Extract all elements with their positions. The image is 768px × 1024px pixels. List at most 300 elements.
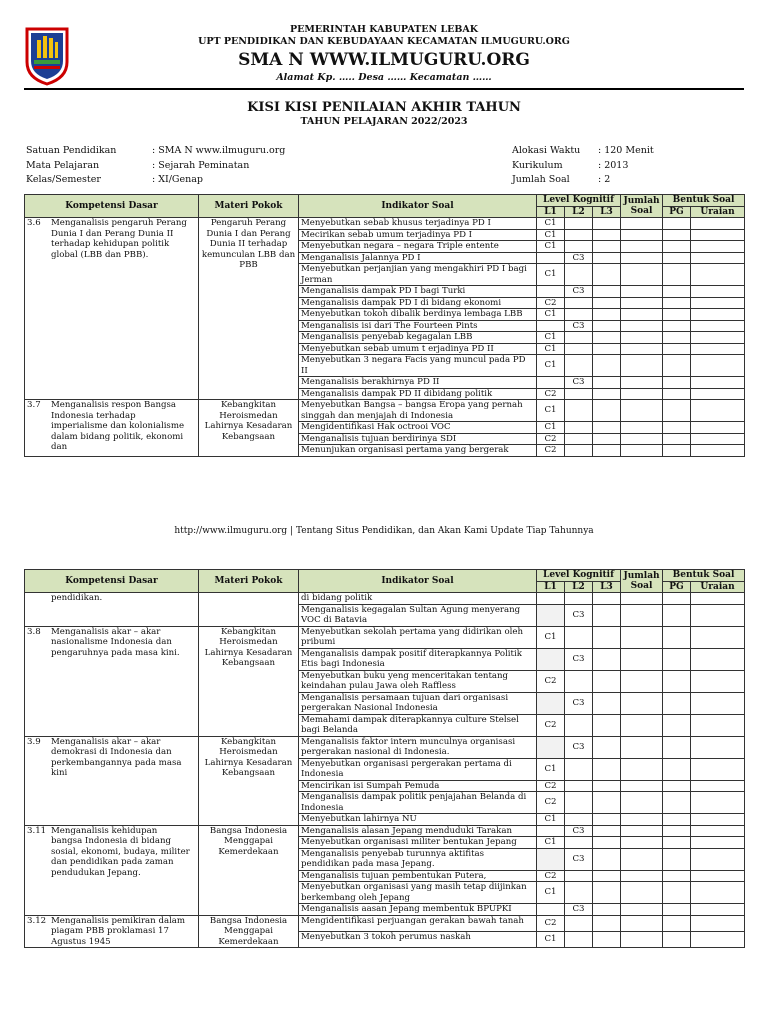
kd-text: pendidikan. [51,593,103,603]
level-l2-cell [565,670,593,692]
col-materi-pokok: Materi Pokok [199,195,299,218]
level-l1-cell: C1 [537,343,565,355]
meta-value: : 2 [598,174,611,185]
indikator-cell: di bidang politik [299,593,537,605]
table-row [25,736,745,758]
level-l2-cell: C3 [565,286,593,298]
uraian-cell [691,229,745,241]
level-l1-cell: C2 [537,433,565,445]
level-l3-cell [593,870,621,882]
level-l1-cell: C1 [537,332,565,344]
meta-label: Alokasi Waktu [512,145,581,156]
jumlah-soal-cell [621,792,663,814]
jumlah-soal-cell [621,848,663,870]
uraian-cell [691,593,745,605]
kd-number: 3.6 [27,218,41,228]
indikator-cell: Menyebutkan organisasi pergerakan pertama di Indonesia [299,758,537,780]
indikator-cell: Menganalisis isi dari The Fourteen Pints [299,320,537,332]
level-l3-cell [593,714,621,736]
level-l3-cell [593,388,621,400]
page-footer: http://www.ilmuguru.org | Tentang Situs Pendidikan, dan Akan Kami Update Tiap Tahunnya [174,526,594,536]
jumlah-soal-cell [621,670,663,692]
level-l3-cell [593,814,621,826]
indikator-cell: Menganalisis persamaan tujuan dari organisasi pergerakan Nasional Indonesia [299,692,537,714]
table-row [25,218,745,230]
uraian-cell [691,433,745,445]
level-l2-cell: C3 [565,736,593,758]
jumlah-soal-cell [621,229,663,241]
level-l2-cell [565,218,593,230]
jumlah-soal-cell [621,814,663,826]
indikator-cell: Menganalisis dampak positif diterapkannya Politik Etis bagi Indonesia [299,648,537,670]
jumlah-soal-cell [621,241,663,253]
level-l2-cell [565,332,593,344]
uraian-cell [691,388,745,400]
uraian-cell [691,870,745,882]
jumlah-soal-cell [621,692,663,714]
meta-label: Kelas/Semester [26,174,101,185]
indikator-cell: Menyebutkan sekolah pertama yang didirikan oleh pribumi [299,626,537,648]
level-l3-cell [593,904,621,916]
kd-text: Menganalisis pemikiran dalam piagam PBB proklamasi 17 Agustus 1945 [51,915,186,947]
uraian-cell [691,670,745,692]
pg-cell [663,400,691,422]
pg-cell [663,736,691,758]
col-pg: PG [663,206,691,218]
level-l2-cell: C3 [565,252,593,264]
jumlah-soal-cell [621,422,663,434]
indikator-cell: Menyebutkan organisasi militer bentukan Jepang [299,837,537,849]
kd-text: Menganalisis pengaruh Perang Dunia I dan Perang Dunia II terhadap kehidupan politik global (LBB dan PBB). [51,218,187,260]
kompetensi-dasar-cell [25,400,199,457]
jumlah-soal-cell [621,648,663,670]
uraian-cell [691,264,745,286]
level-l1-cell: C1 [537,758,565,780]
level-l2-cell [565,931,593,947]
uraian-cell [691,736,745,758]
header-row [25,195,745,207]
level-l1-cell [537,252,565,264]
uraian-cell [691,692,745,714]
meta-value: : XI/Genap [152,174,204,185]
col-uraian: Uraian [691,581,745,593]
uraian-cell [691,332,745,344]
level-l2-cell [565,814,593,826]
pg-cell [663,377,691,389]
materi-pokok-cell: Bangsa Indonesia Menggapai Kemerdekaan [199,915,299,948]
jumlah-soal-cell [621,825,663,837]
jumlah-soal-cell [621,332,663,344]
kd-text: Menganalisis kehidupan bangsa Indonesia di bidang sosial, ekonomi, budaya, militer dan pendidikan pada zaman pendudukan Jepang. [51,825,190,878]
level-l1-cell [537,604,565,626]
level-l2-cell: C3 [565,320,593,332]
indikator-cell: Menganalisis tujuan pembentukan Putera, [299,870,537,882]
table-row [25,626,745,648]
indikator-cell: Menganalisis kegagalan Sultan Agung menyerang VOC di Batavia [299,604,537,626]
jumlah-soal-cell [621,433,663,445]
meta-row [26,145,285,158]
meta-value: : SMA N www.ilmuguru.org [152,145,286,156]
level-l2-cell: C3 [565,377,593,389]
level-l1-cell [537,593,565,605]
uraian-cell [691,422,745,434]
indikator-cell: Menganalisis penyebab turunnya aktifitas pendidikan pada masa Jepang. [299,848,537,870]
header-line2: UPT PENDIDIKAN DAN KEBUDAYAAN KECAMATAN ILMUGURU.ORG [198,36,570,47]
indikator-cell: Menganalisis dampak PD I di bidang ekonomi [299,297,537,309]
jumlah-soal-cell [621,400,663,422]
meta-label: Mata Pelajaran [26,159,100,171]
level-l3-cell [593,780,621,792]
meta-row [26,174,285,187]
level-l1-cell: C2 [537,870,565,882]
pg-cell [663,792,691,814]
jumlah-soal-cell [621,388,663,400]
level-l2-cell [565,445,593,457]
indikator-cell: Mengidentifikasi Hak octrooi VOC [299,422,537,434]
level-l1-cell: C2 [537,388,565,400]
jumlah-soal-cell [621,264,663,286]
jumlah-soal-cell [621,736,663,758]
jumlah-soal-cell [621,626,663,648]
indikator-cell: Menyebutkan perjanjian yang mengakhiri PD I bagi Jerman [299,264,537,286]
pg-cell [663,320,691,332]
pg-cell [663,309,691,321]
meta-left [24,143,287,189]
level-l1-cell [537,286,565,298]
pg-cell [663,670,691,692]
indikator-cell: Menunjukan organisasi pertama yang bergerak [299,445,537,457]
level-l1-cell: C2 [537,297,565,309]
kisi-table-page2 [24,569,745,948]
level-l2-cell: C3 [565,848,593,870]
pg-cell [663,626,691,648]
level-l1-cell: C1 [537,241,565,253]
level-l1-cell: C2 [537,714,565,736]
level-l3-cell [593,593,621,605]
level-l3-cell [593,848,621,870]
uraian-cell [691,915,745,931]
uraian-cell [691,320,745,332]
kompetensi-dasar-cell [25,626,199,736]
jumlah-soal-cell [621,915,663,931]
indikator-cell: Menyebutkan 3 tokoh perumus naskah [299,931,537,947]
level-l1-cell: C1 [537,837,565,849]
level-l3-cell [593,355,621,377]
level-l2-cell [565,422,593,434]
col-uraian: Uraian [691,206,745,218]
level-l1-cell: C2 [537,792,565,814]
materi-pokok-cell: Kebangkitan Heroismedan Lahirnya Kesadaran Kebangsaan [199,736,299,825]
level-l1-cell [537,736,565,758]
level-l1-cell: C1 [537,218,565,230]
uraian-cell [691,377,745,389]
level-l2-cell [565,915,593,931]
pg-cell [663,422,691,434]
indikator-cell: Menganalisis dampak PD II dibidang politik [299,388,537,400]
level-l3-cell [593,377,621,389]
level-l2-cell [565,264,593,286]
indikator-cell: Menyebutkan buku yeng menceritakan tentang keindahan pulau Jawa oleh Raffless [299,670,537,692]
level-l1-cell: C1 [537,229,565,241]
uraian-cell [691,758,745,780]
level-l1-cell: C1 [537,264,565,286]
level-l1-cell: C2 [537,915,565,931]
level-l3-cell [593,758,621,780]
level-l1-cell [537,848,565,870]
kd-number: 3.9 [27,736,41,747]
col-kompetensi-dasar: Kompetensi Dasar [25,195,199,218]
letterhead [0,24,768,84]
level-l2-cell: C3 [565,904,593,916]
kd-number: 3.11 [27,825,47,836]
level-l3-cell [593,241,621,253]
table-row [25,915,745,931]
level-l3-cell [593,825,621,837]
jumlah-soal-cell [621,714,663,736]
uraian-cell [691,297,745,309]
jumlah-soal-cell [621,870,663,882]
level-l1-cell [537,825,565,837]
jumlah-soal-cell [621,882,663,904]
pg-cell [663,229,691,241]
pg-cell [663,714,691,736]
col-indikator-soal: Indikator Soal [299,195,537,218]
kompetensi-dasar-cell [25,915,199,948]
uraian-cell [691,445,745,457]
jumlah-soal-cell [621,297,663,309]
pg-cell [663,593,691,605]
pg-cell [663,433,691,445]
level-l3-cell [593,792,621,814]
indikator-cell: Mencirikan isi Sumpah Pemuda [299,780,537,792]
col-indikator-soal: Indikator Soal [299,570,537,593]
kd-number: 3.7 [27,400,41,410]
indikator-cell: Menganalisis penyebab kegagalan LBB [299,332,537,344]
pg-cell [663,814,691,826]
uraian-cell [691,626,745,648]
level-l2-cell [565,388,593,400]
jumlah-soal-cell [621,252,663,264]
pg-cell [663,931,691,947]
level-l3-cell [593,433,621,445]
level-l2-cell [565,241,593,253]
uraian-cell [691,848,745,870]
jumlah-soal-cell [621,309,663,321]
pg-cell [663,758,691,780]
pg-cell [663,355,691,377]
uraian-cell [691,837,745,849]
indikator-cell: Menganalisis dampak PD I bagi Turki [299,286,537,298]
level-l2-cell [565,714,593,736]
level-l3-cell [593,286,621,298]
col-jumlah-soal: Jumlah Soal [621,570,663,593]
indikator-cell: Menyebutkan sebab khusus terjadinya PD I [299,218,537,230]
level-l2-cell [565,297,593,309]
letterhead-divider [24,88,744,90]
col-bentuk-soal: Bentuk Soal [663,195,745,207]
level-l1-cell: C1 [537,422,565,434]
level-l2-cell [565,870,593,882]
uraian-cell [691,241,745,253]
jumlah-soal-cell [621,604,663,626]
materi-pokok-cell [199,593,299,627]
indikator-cell: Menyebutkan sebab umum t erjadinya PD II [299,343,537,355]
meta-label: Jumlah Soal [512,174,570,185]
indikator-cell: Menganalisis aasan Jepang membentuk BPUPKI [299,904,537,916]
level-l3-cell [593,264,621,286]
pg-cell [663,825,691,837]
pg-cell [663,692,691,714]
level-l2-cell [565,837,593,849]
jumlah-soal-cell [621,377,663,389]
jumlah-soal-cell [621,593,663,605]
col-kompetensi-dasar: Kompetensi Dasar [25,570,199,593]
uraian-cell [691,252,745,264]
level-l3-cell [593,229,621,241]
pg-cell [663,648,691,670]
pg-cell [663,264,691,286]
col-l2: L2 [565,581,593,593]
level-l2-cell [565,355,593,377]
pg-cell [663,241,691,253]
indikator-cell: Menganalisis dampak politik penjajahan Belanda di Indonesia [299,792,537,814]
indikator-cell: Menyebutkan tokoh dibalik berdinya lembaga LBB [299,309,537,321]
indikator-cell: Menyebutkan Bangsa – bangsa Eropa yang pernah singgah dan menjajah di Indonesia [299,400,537,422]
col-l3: L3 [593,581,621,593]
meta-right [510,143,656,189]
level-l3-cell [593,320,621,332]
meta-label: Kurikulum [512,159,563,171]
col-l2: L2 [565,206,593,218]
jumlah-soal-cell [621,780,663,792]
level-l2-cell [565,309,593,321]
level-l3-cell [593,915,621,931]
document-subtitle: TAHUN PELAJARAN 2022/2023 [300,116,468,127]
level-l3-cell [593,343,621,355]
pg-cell [663,332,691,344]
level-l3-cell [593,445,621,457]
materi-pokok-cell: Pengaruh Perang Dunia I dan Perang Dunia II terhadap kemunculan LBB dan PBB [199,218,299,400]
level-l3-cell [593,882,621,904]
indikator-cell: Menganalisis tujuan berdirinya SDI [299,433,537,445]
level-l1-cell: C1 [537,400,565,422]
indikator-cell: Menganalisis faktor intern munculnya organisasi pergerakan nasional di Indonesia. [299,736,537,758]
level-l2-cell [565,593,593,605]
indikator-cell: Menyebutkan 3 negara Facis yang muncul pada PD II [299,355,537,377]
level-l2-cell [565,792,593,814]
uraian-cell [691,309,745,321]
pg-cell [663,604,691,626]
level-l3-cell [593,837,621,849]
level-l3-cell [593,309,621,321]
indikator-cell: Menganalisis Jalannya PD I [299,252,537,264]
level-l2-cell: C3 [565,825,593,837]
level-l3-cell [593,218,621,230]
pg-cell [663,848,691,870]
uraian-cell [691,648,745,670]
kd-text: Menganalisis akar – akar demokrasi di Indonesia dan perkembangannya pada masa kini [51,736,182,778]
level-l2-cell [565,780,593,792]
level-l3-cell [593,692,621,714]
uraian-cell [691,604,745,626]
level-l3-cell [593,931,621,947]
meta-row [512,174,654,187]
col-level-kognitif: Level Kognitif [537,570,621,582]
indikator-cell: Menyebutkan organisasi yang masih tetap diijinkan berkembang oleh Jepang [299,882,537,904]
level-l2-cell: C3 [565,604,593,626]
header-line1: PEMERINTAH KABUPATEN LEBAK [289,24,479,35]
meta-value: : Sejarah Peminatan [152,159,250,171]
level-l2-cell [565,433,593,445]
level-l2-cell [565,343,593,355]
jumlah-soal-cell [621,320,663,332]
pg-cell [663,218,691,230]
level-l3-cell [593,252,621,264]
kd-number: 3.8 [27,626,41,637]
level-l3-cell [593,736,621,758]
table-row [25,593,745,605]
pg-cell [663,445,691,457]
pg-cell [663,915,691,931]
pg-cell [663,286,691,298]
materi-pokok-cell: Kebangkitan Heroismedan Lahirnya Kesadaran Kebangsaan [199,400,299,457]
indikator-cell: Menganalisis berakhirnya PD II [299,377,537,389]
col-materi-pokok: Materi Pokok [199,570,299,593]
header-row [25,570,745,582]
uraian-cell [691,882,745,904]
uraian-cell [691,286,745,298]
level-l3-cell [593,332,621,344]
indikator-cell: Mengidentifikasi perjuangan gerakan bawah tanah [299,915,537,931]
meta-value: : 2013 [598,159,629,171]
col-bentuk-soal: Bentuk Soal [663,570,745,582]
kd-number: 3.12 [27,915,47,926]
level-l2-cell [565,626,593,648]
uraian-cell [691,400,745,422]
level-l1-cell: C1 [537,355,565,377]
meta-value: : 120 Menit [598,145,654,156]
uraian-cell [691,904,745,916]
pg-cell [663,343,691,355]
table-row [25,825,745,837]
level-l2-cell: C3 [565,648,593,670]
school-address: Alamat Kp. ….. Desa …… Kecamatan …… [276,72,492,83]
meta-row [26,160,285,173]
indikator-cell: Menyebutkan lahirnya NU [299,814,537,826]
col-jumlah-soal: Jumlah Soal [621,195,663,218]
jumlah-soal-cell [621,355,663,377]
meta-row [512,145,654,158]
pg-cell [663,882,691,904]
uraian-cell [691,343,745,355]
col-level-kognitif: Level Kognitif [537,195,621,207]
col-pg: PG [663,581,691,593]
jumlah-soal-cell [621,218,663,230]
level-l3-cell [593,648,621,670]
level-l2-cell [565,882,593,904]
jumlah-soal-cell [621,904,663,916]
level-l1-cell [537,377,565,389]
jumlah-soal-cell [621,343,663,355]
uraian-cell [691,792,745,814]
kompetensi-dasar-cell [25,218,199,400]
materi-pokok-cell: Kebangkitan Heroismedan Lahirnya Kesadaran Kebangsaan [199,626,299,736]
uraian-cell [691,825,745,837]
pg-cell [663,837,691,849]
level-l3-cell [593,626,621,648]
materi-pokok-cell: Bangsa Indonesia Menggapai Kemerdekaan [199,825,299,915]
level-l1-cell: C1 [537,814,565,826]
